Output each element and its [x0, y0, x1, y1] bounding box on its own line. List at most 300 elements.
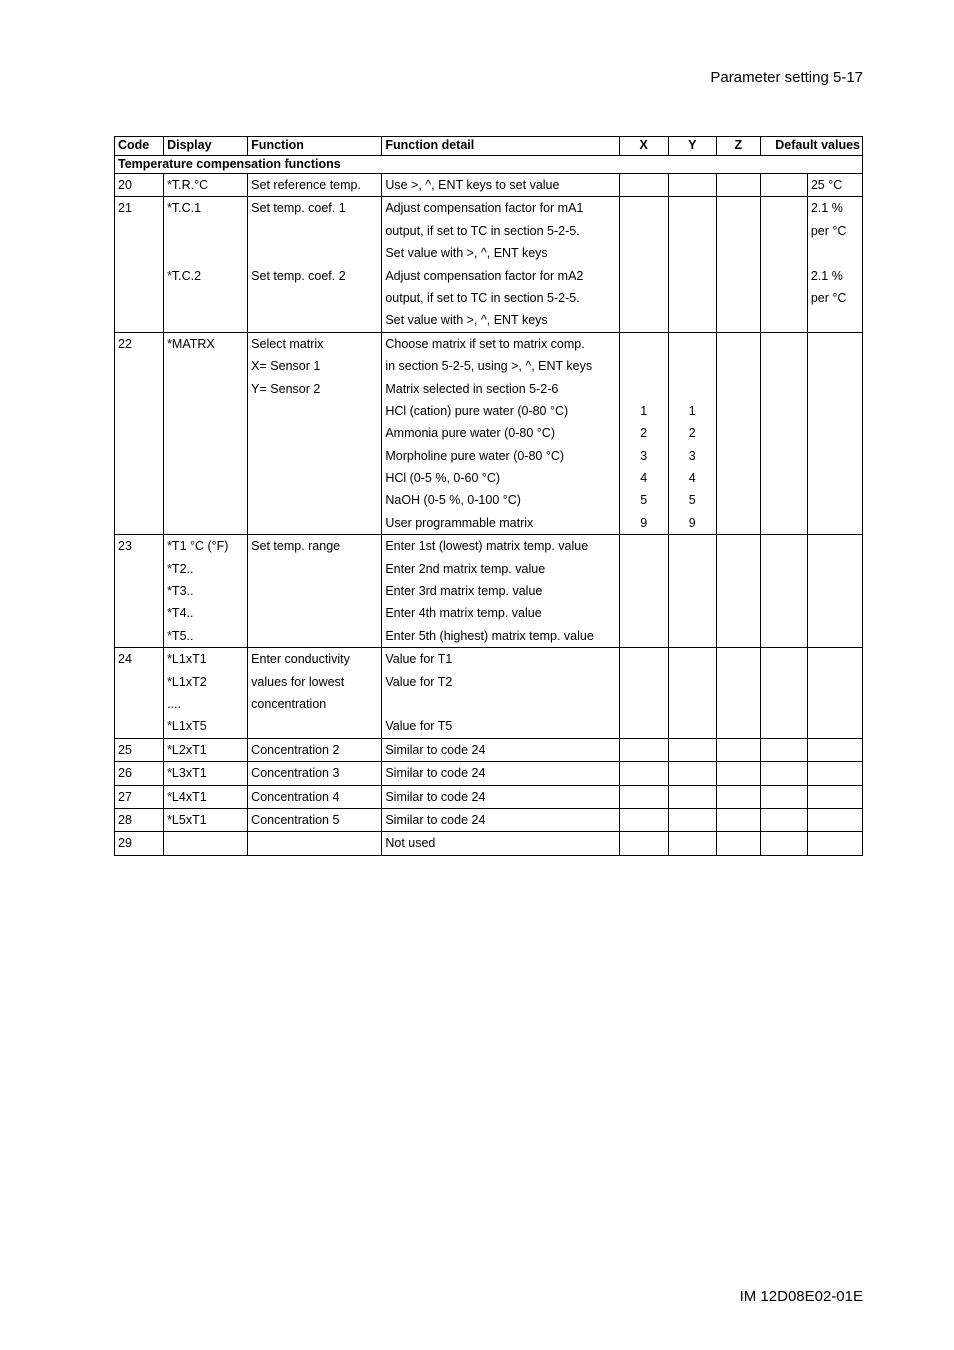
cell-display-line: *T.C.1: [167, 201, 202, 216]
cell-default-value-line: [811, 671, 859, 693]
cell-display-line: *L1xT1: [167, 652, 207, 667]
cell-z-line: [720, 580, 757, 602]
cell-blank-line: [764, 400, 804, 422]
cell-y-line: [672, 648, 713, 670]
cell-function-detail-line: Set value with >, ^, ENT keys: [385, 246, 548, 261]
cell-z: [716, 808, 760, 831]
cell-function: [248, 332, 382, 535]
cell-function-line: X= Sensor 1: [251, 359, 321, 374]
cell-x-line: [623, 809, 665, 831]
cell-y-line: 4: [688, 471, 696, 486]
cell-default-value: [807, 535, 862, 648]
cell-z-line: [720, 333, 757, 355]
cell-blank-line: [764, 809, 804, 831]
cell-y-line: [672, 671, 713, 693]
cell-default-value-line: [811, 625, 859, 647]
cell-x-line: [623, 287, 665, 309]
cell-default-value-line: [811, 489, 859, 511]
cell-default-value: [807, 808, 862, 831]
col-header-display: Display: [164, 137, 248, 156]
cell-code-line: 26: [118, 766, 132, 781]
cell-x-line: [623, 197, 665, 219]
cell-function-line: [251, 445, 378, 467]
cell-x-line: [623, 265, 665, 287]
cell-z: [716, 738, 760, 761]
cell-function-detail-line: output, if set to TC in section 5-2-5.: [385, 290, 580, 305]
cell-display: [164, 174, 248, 197]
cell-display-line: *L3xT1: [167, 766, 207, 781]
cell-function-detail-line: Adjust compensation factor for mA2: [385, 268, 584, 283]
cell-default-value: [807, 174, 862, 197]
cell-function-line: Select matrix: [251, 336, 324, 351]
cell-code-line: [118, 467, 160, 489]
cell-blank-line: [764, 558, 804, 580]
cell-y-line: [672, 309, 713, 331]
cell-display-line: [167, 832, 244, 854]
cell-code-line: 29: [118, 836, 132, 851]
cell-blank-line: [764, 715, 804, 737]
cell-function-line: values for lowest: [251, 674, 345, 689]
cell-function: [248, 535, 382, 648]
cell-y-line: [672, 832, 713, 854]
cell-z-line: [720, 220, 757, 242]
cell-code: [115, 832, 164, 855]
cell-y-line: [672, 197, 713, 219]
cell-z: [716, 332, 760, 535]
cell-code-line: [118, 580, 160, 602]
cell-function-line: [251, 625, 378, 647]
cell-x-line: [623, 220, 665, 242]
cell-display-line: *MATRX: [167, 336, 215, 351]
cell-code-line: 23: [118, 539, 132, 554]
cell-code: [115, 648, 164, 739]
cell-code-line: 21: [118, 201, 132, 216]
cell-y-line: 2: [688, 426, 696, 441]
cell-z-line: [720, 786, 757, 808]
cell-function-detail-line: Adjust compensation factor for mA1: [385, 201, 584, 216]
cell-z: [716, 197, 760, 332]
cell-code: [115, 197, 164, 332]
cell-function-detail-line: Choose matrix if set to matrix comp.: [385, 336, 585, 351]
table-row: [115, 832, 863, 855]
cell-x: [619, 762, 668, 785]
cell-function-line: [251, 512, 378, 534]
cell-blank-line: [764, 489, 804, 511]
cell-y: [668, 174, 716, 197]
cell-function-detail-line: Value for T5: [385, 719, 453, 734]
cell-display-line: *L1xT5: [167, 719, 207, 734]
cell-display-line: *T.R.°C: [167, 178, 209, 192]
cell-code-line: 20: [118, 178, 132, 192]
cell-function-detail-line: Ammonia pure water (0-80 °C): [385, 426, 555, 441]
cell-z-line: [720, 400, 757, 422]
cell-blank: [760, 535, 807, 648]
cell-default-value: [807, 197, 862, 332]
cell-blank-line: [764, 333, 804, 355]
cell-y-line: [672, 378, 713, 400]
cell-display: [164, 738, 248, 761]
cell-blank-line: [764, 445, 804, 467]
cell-code-line: [118, 309, 160, 331]
cell-function-detail-line: Not used: [385, 836, 436, 851]
cell-y: [668, 738, 716, 761]
cell-y-line: [672, 355, 713, 377]
cell-default-value-line: [811, 648, 859, 670]
cell-x: [619, 332, 668, 535]
cell-z-line: [720, 648, 757, 670]
cell-display: [164, 535, 248, 648]
cell-z-line: [720, 671, 757, 693]
cell-function-detail-line: Enter 5th (highest) matrix temp. value: [385, 628, 594, 643]
cell-default-value-line: 2.1 %: [810, 201, 843, 216]
cell-y-line: [672, 242, 713, 264]
cell-function-detail-line: Similar to code 24: [385, 742, 486, 757]
cell-default-value-line: [811, 786, 859, 808]
cell-display-line: [167, 422, 244, 444]
cell-code: [115, 174, 164, 197]
cell-default-value-line: [811, 355, 859, 377]
cell-y: [668, 785, 716, 808]
cell-default-value: [807, 648, 862, 739]
cell-default-value-line: [811, 445, 859, 467]
cell-function-line: [251, 287, 378, 309]
cell-blank-line: [764, 625, 804, 647]
cell-y-line: 3: [688, 448, 696, 463]
cell-function-line: [251, 242, 378, 264]
cell-code: [115, 762, 164, 785]
cell-blank-line: [764, 174, 804, 196]
cell-y-line: [672, 174, 713, 196]
cell-blank: [760, 332, 807, 535]
cell-code-line: [118, 671, 160, 693]
cell-display-line: [167, 242, 244, 264]
cell-x-line: [623, 602, 665, 624]
cell-y-line: [672, 265, 713, 287]
col-header-y: Y: [668, 137, 716, 156]
cell-z-line: [720, 422, 757, 444]
cell-blank-line: [764, 242, 804, 264]
cell-blank-line: [764, 220, 804, 242]
cell-display-line: [167, 467, 244, 489]
cell-x-line: 4: [640, 471, 648, 486]
cell-default-value: [807, 738, 862, 761]
cell-y-line: [672, 762, 713, 784]
cell-blank-line: [764, 309, 804, 331]
cell-blank-line: [764, 671, 804, 693]
cell-x-line: [623, 786, 665, 808]
cell-function-detail-line: Similar to code 24: [385, 766, 486, 781]
table-row: [115, 808, 863, 831]
cell-function-detail-line: Enter 3rd matrix temp. value: [385, 584, 543, 599]
cell-z-line: [720, 809, 757, 831]
page-header-title: Parameter setting 5-17: [710, 69, 863, 86]
cell-y-line: [672, 333, 713, 355]
cell-blank-line: [764, 580, 804, 602]
cell-display-line: *L1xT2: [167, 674, 207, 689]
cell-blank: [760, 738, 807, 761]
cell-function-line: Set temp. coef. 1: [251, 201, 346, 216]
cell-blank: [760, 762, 807, 785]
cell-code-line: [118, 558, 160, 580]
cell-code: [115, 535, 164, 648]
cell-display-line: [167, 355, 244, 377]
cell-x: [619, 648, 668, 739]
cell-display-line: *T1 °C (°F): [167, 539, 229, 554]
cell-function-line: Concentration 3: [251, 766, 340, 781]
cell-y-line: 5: [688, 493, 696, 508]
cell-y-line: [672, 287, 713, 309]
cell-x-line: [623, 309, 665, 331]
cell-function-detail: [382, 197, 619, 332]
table-row: [115, 332, 863, 535]
cell-x: [619, 535, 668, 648]
cell-x-line: 3: [640, 448, 648, 463]
cell-blank: [760, 648, 807, 739]
cell-z-line: [720, 625, 757, 647]
cell-z-line: [720, 739, 757, 761]
cell-function-detail-line: Enter 4th matrix temp. value: [385, 606, 542, 621]
cell-z-line: [720, 467, 757, 489]
cell-y-line: [672, 220, 713, 242]
cell-display-line: *L5xT1: [167, 812, 207, 827]
cell-x-line: [623, 242, 665, 264]
cell-blank-line: [764, 739, 804, 761]
cell-default-value-line: [811, 400, 859, 422]
cell-function: [248, 832, 382, 855]
cell-function-line: Concentration 2: [251, 742, 340, 757]
cell-z-line: [720, 355, 757, 377]
cell-function-detail: [382, 535, 619, 648]
cell-code: [115, 332, 164, 535]
cell-function: [248, 174, 382, 197]
cell-function-detail-line: Morpholine pure water (0-80 °C): [385, 448, 565, 463]
cell-default-value-line: 2.1 %: [810, 268, 843, 283]
cell-default-value-line: [811, 762, 859, 784]
cell-blank-line: [764, 602, 804, 624]
cell-x: [619, 738, 668, 761]
cell-default-value-line: [811, 309, 859, 331]
cell-x-line: [623, 625, 665, 647]
cell-z-line: [720, 535, 757, 557]
cell-default-value-line: per °C: [810, 290, 847, 305]
cell-function-detail: [382, 832, 619, 855]
cell-display-line: *L2xT1: [167, 742, 207, 757]
cell-display-line: [167, 445, 244, 467]
cell-function-detail-line: Enter 2nd matrix temp. value: [385, 561, 546, 576]
cell-display-line: [167, 309, 244, 331]
cell-z: [716, 762, 760, 785]
cell-x-line: 1: [640, 403, 648, 418]
cell-y-line: [672, 739, 713, 761]
cell-code-line: [118, 445, 160, 467]
col-header-function: Function: [248, 137, 382, 156]
cell-blank-line: [764, 762, 804, 784]
col-header-x: X: [619, 137, 668, 156]
cell-display-line: *T4..: [167, 606, 194, 621]
cell-x: [619, 808, 668, 831]
cell-function-detail-line: HCl (0-5 %, 0-60 °C): [385, 471, 501, 486]
cell-y-line: [672, 786, 713, 808]
cell-z-line: [720, 378, 757, 400]
cell-z-line: [720, 489, 757, 511]
cell-function-line: [251, 489, 378, 511]
cell-code-line: 27: [118, 789, 132, 804]
cell-display-line: *T5..: [167, 628, 194, 643]
cell-x: [619, 832, 668, 855]
cell-display: [164, 648, 248, 739]
cell-display-line: ....: [167, 696, 181, 711]
cell-function-detail: [382, 648, 619, 739]
cell-code-line: 25: [118, 742, 132, 757]
cell-display: [164, 332, 248, 535]
cell-function-line: [251, 220, 378, 242]
cell-default-value-line: [811, 580, 859, 602]
cell-function: [248, 648, 382, 739]
cell-default-value-line: per °C: [810, 223, 847, 238]
cell-blank: [760, 174, 807, 197]
table-header-row: [115, 137, 863, 156]
cell-y-line: 9: [688, 515, 696, 530]
cell-x-line: 5: [640, 493, 648, 508]
cell-default-value-line: [811, 715, 859, 737]
cell-display-line: [167, 512, 244, 534]
cell-display: [164, 197, 248, 332]
section-title: Temperature compensation functions: [115, 156, 863, 174]
cell-code-line: [118, 220, 160, 242]
cell-display-line: *L4xT1: [167, 789, 207, 804]
cell-function-line: Concentration 5: [251, 812, 340, 827]
cell-display-line: [167, 287, 244, 309]
cell-default-value-line: [811, 739, 859, 761]
cell-x-line: [623, 671, 665, 693]
cell-default-value-line: [811, 693, 859, 715]
table-row: [115, 197, 863, 332]
cell-z-line: [720, 265, 757, 287]
cell-blank-line: [764, 648, 804, 670]
cell-y-line: [672, 809, 713, 831]
cell-default-value-line: [811, 558, 859, 580]
cell-z: [716, 832, 760, 855]
cell-x-line: [623, 715, 665, 737]
cell-function-line: Set temp. coef. 2: [251, 268, 346, 283]
cell-blank-line: [764, 355, 804, 377]
cell-function-detail: [382, 808, 619, 831]
cell-default-value: [807, 762, 862, 785]
cell-code-line: [118, 512, 160, 534]
cell-z-line: [720, 512, 757, 534]
cell-y-line: [672, 715, 713, 737]
cell-code-line: [118, 422, 160, 444]
cell-function-detail-line: Similar to code 24: [385, 812, 486, 827]
cell-default-value-line: [811, 467, 859, 489]
cell-function-detail-line: in section 5-2-5, using >, ^, ENT keys: [385, 359, 593, 374]
cell-x-line: [623, 535, 665, 557]
cell-function: [248, 785, 382, 808]
cell-z-line: [720, 715, 757, 737]
cell-z-line: [720, 558, 757, 580]
cell-default-value-line: [811, 809, 859, 831]
cell-code-line: [118, 489, 160, 511]
cell-blank-line: [764, 535, 804, 557]
cell-y-line: [672, 535, 713, 557]
cell-y: [668, 832, 716, 855]
cell-z: [716, 535, 760, 648]
cell-y: [668, 762, 716, 785]
cell-display: [164, 762, 248, 785]
cell-blank-line: [764, 378, 804, 400]
cell-x-line: [623, 648, 665, 670]
cell-function-line: Enter conductivity: [251, 652, 350, 667]
cell-y-line: [672, 580, 713, 602]
cell-y: [668, 535, 716, 648]
cell-function-line: Y= Sensor 2: [251, 381, 321, 396]
cell-blank-line: [764, 197, 804, 219]
cell-z-line: [720, 174, 757, 196]
cell-function: [248, 738, 382, 761]
cell-code-line: [118, 715, 160, 737]
cell-function-line: [251, 558, 378, 580]
cell-default-value-line: [811, 422, 859, 444]
cell-x: [619, 174, 668, 197]
cell-x: [619, 785, 668, 808]
cell-function-line: concentration: [251, 696, 327, 711]
cell-code-line: [118, 265, 160, 287]
cell-z-line: [720, 197, 757, 219]
cell-default-value-line: [811, 333, 859, 355]
cell-code: [115, 808, 164, 831]
cell-default-value-line: [811, 832, 859, 854]
cell-function-detail-line: Matrix selected in section 5-2-6: [385, 381, 559, 396]
cell-z: [716, 174, 760, 197]
cell-default-value-line: [811, 242, 859, 264]
cell-code-line: [118, 355, 160, 377]
cell-z-line: [720, 602, 757, 624]
cell-code-line: [118, 625, 160, 647]
cell-function-line: Concentration 4: [251, 789, 340, 804]
cell-function-detail-line: Enter 1st (lowest) matrix temp. value: [385, 539, 589, 554]
table-row: [115, 174, 863, 197]
cell-blank-line: [764, 693, 804, 715]
cell-display: [164, 808, 248, 831]
cell-x-line: [623, 762, 665, 784]
cell-code-line: [118, 242, 160, 264]
cell-function-detail: [382, 762, 619, 785]
cell-function: [248, 762, 382, 785]
cell-x-line: 9: [640, 515, 648, 530]
cell-code: [115, 738, 164, 761]
cell-z-line: [720, 832, 757, 854]
cell-code-line: 24: [118, 652, 132, 667]
table-row: [115, 738, 863, 761]
cell-display-line: *T2..: [167, 561, 194, 576]
cell-code-line: 28: [118, 812, 132, 827]
cell-default-value: [807, 332, 862, 535]
cell-function-line: [251, 309, 378, 331]
cell-function-line: [251, 832, 378, 854]
cell-function-detail-line: User programmable matrix: [385, 515, 534, 530]
table-row: [115, 785, 863, 808]
cell-function-detail-line: Value for T1: [385, 652, 453, 667]
cell-blank: [760, 832, 807, 855]
table-row: [115, 648, 863, 739]
cell-function-detail: [382, 174, 619, 197]
cell-function: [248, 197, 382, 332]
cell-display-line: [167, 400, 244, 422]
cell-code-line: [118, 602, 160, 624]
cell-function-detail-line: HCl (cation) pure water (0-80 °C): [385, 403, 569, 418]
cell-blank-line: [764, 512, 804, 534]
cell-function-detail-line: Similar to code 24: [385, 789, 486, 804]
